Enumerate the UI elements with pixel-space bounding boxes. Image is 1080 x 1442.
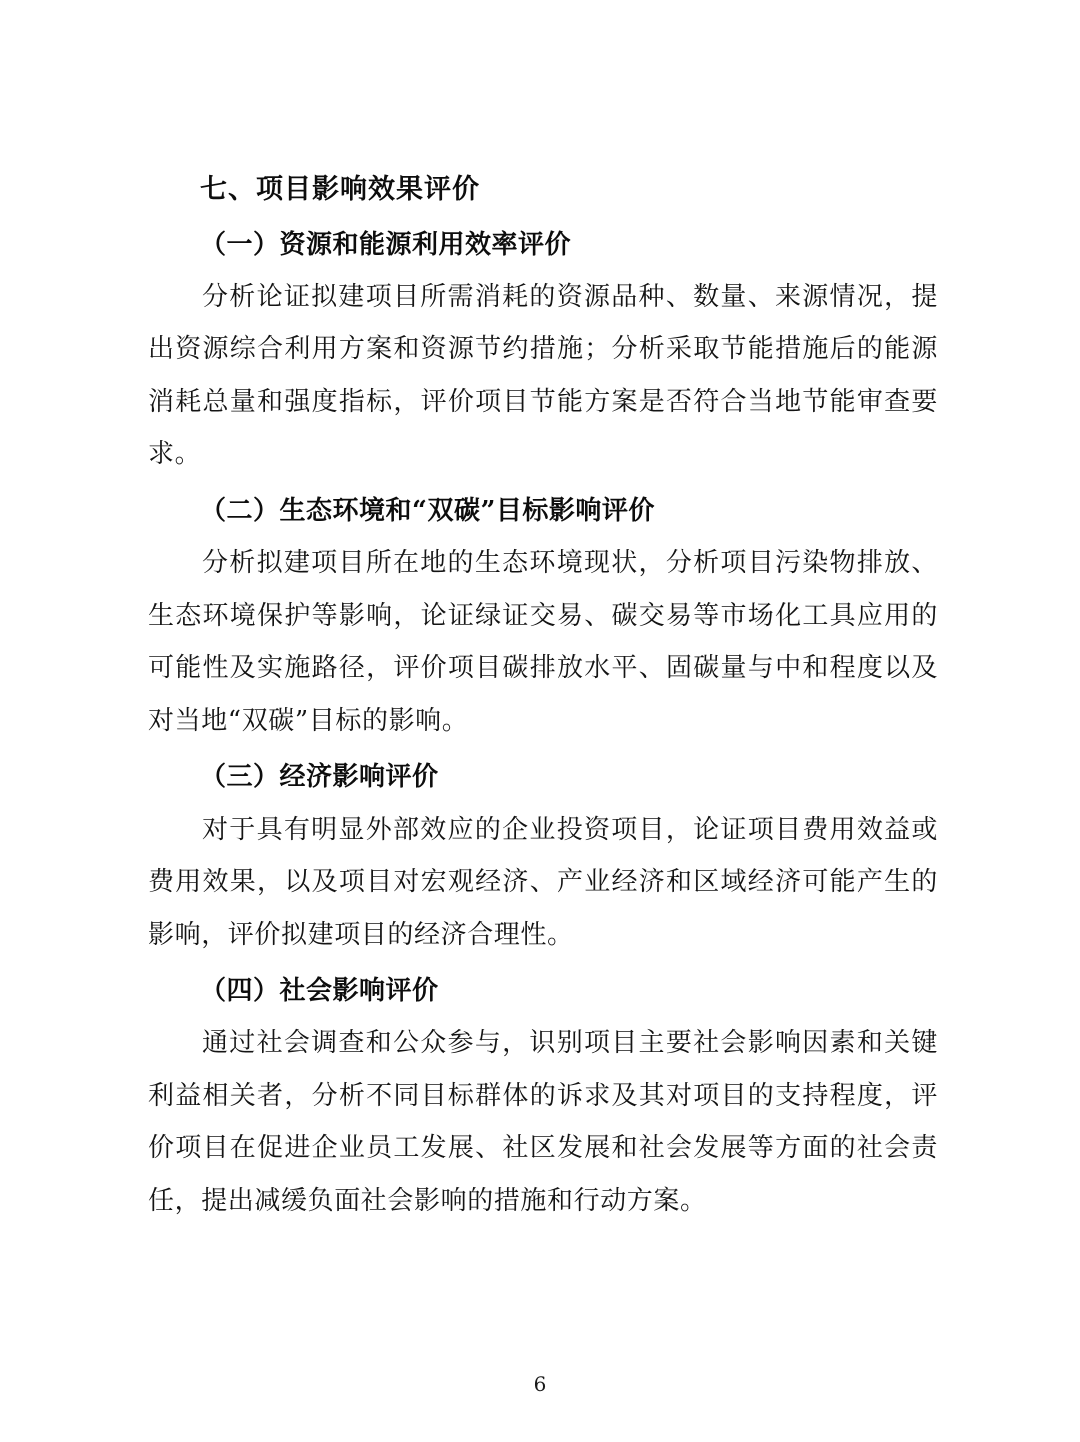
subsection-title-2: （二）生态环境和“双碳”目标影响评价 <box>200 495 655 526</box>
subsection-body-1: 分析论证拟建项目所需消耗的资源品种、数量、来源情况，提出资源综合利用方案和资源节约措施；分析采取节能措施后的能源消耗总量和强度指标，评价项目节能方案是否符合当地节能审查要求。 <box>148 281 938 470</box>
subsection-title-3: （三）经济影响评价 <box>200 762 439 793</box>
subsection-body-4: 通过社会调查和公众参与，识别项目主要社会影响因素和关键利益相关者，分析不同目标群体的诉求及其对项目的支持程度，评价项目在促进企业员工发展、社区发展和社会发展等方面的社会责任，提出减缓负面社会影响的措施和行动方案。 <box>148 1028 938 1216</box>
subsection-title-4: （四）社会影响评价 <box>200 976 439 1007</box>
page-title: 七、项目影响效果评价 <box>200 174 480 205</box>
subsection-title-1: （一）资源和能源利用效率评价 <box>200 229 572 260</box>
subsection-body-2: 分析拟建项目所在地的生态环境现状，分析项目污染物排放、生态环境保护等影响，论证绿证交易、碳交易等市场化工具应用的可能性及实施路径，评价项目碳排放水平、固碳量与中和程度以及对当地“双碳”目标的影响。 <box>148 548 938 736</box>
subsection-body-3: 对于具有明显外部效应的企业投资项目，论证项目费用效益或费用效果，以及项目对宏观经济、产业经济和区域经济可能产生的影响，评价拟建项目的经济合理性。 <box>148 814 938 950</box>
page-content <box>148 170 938 1231</box>
page-number: 6 <box>533 1372 547 1396</box>
